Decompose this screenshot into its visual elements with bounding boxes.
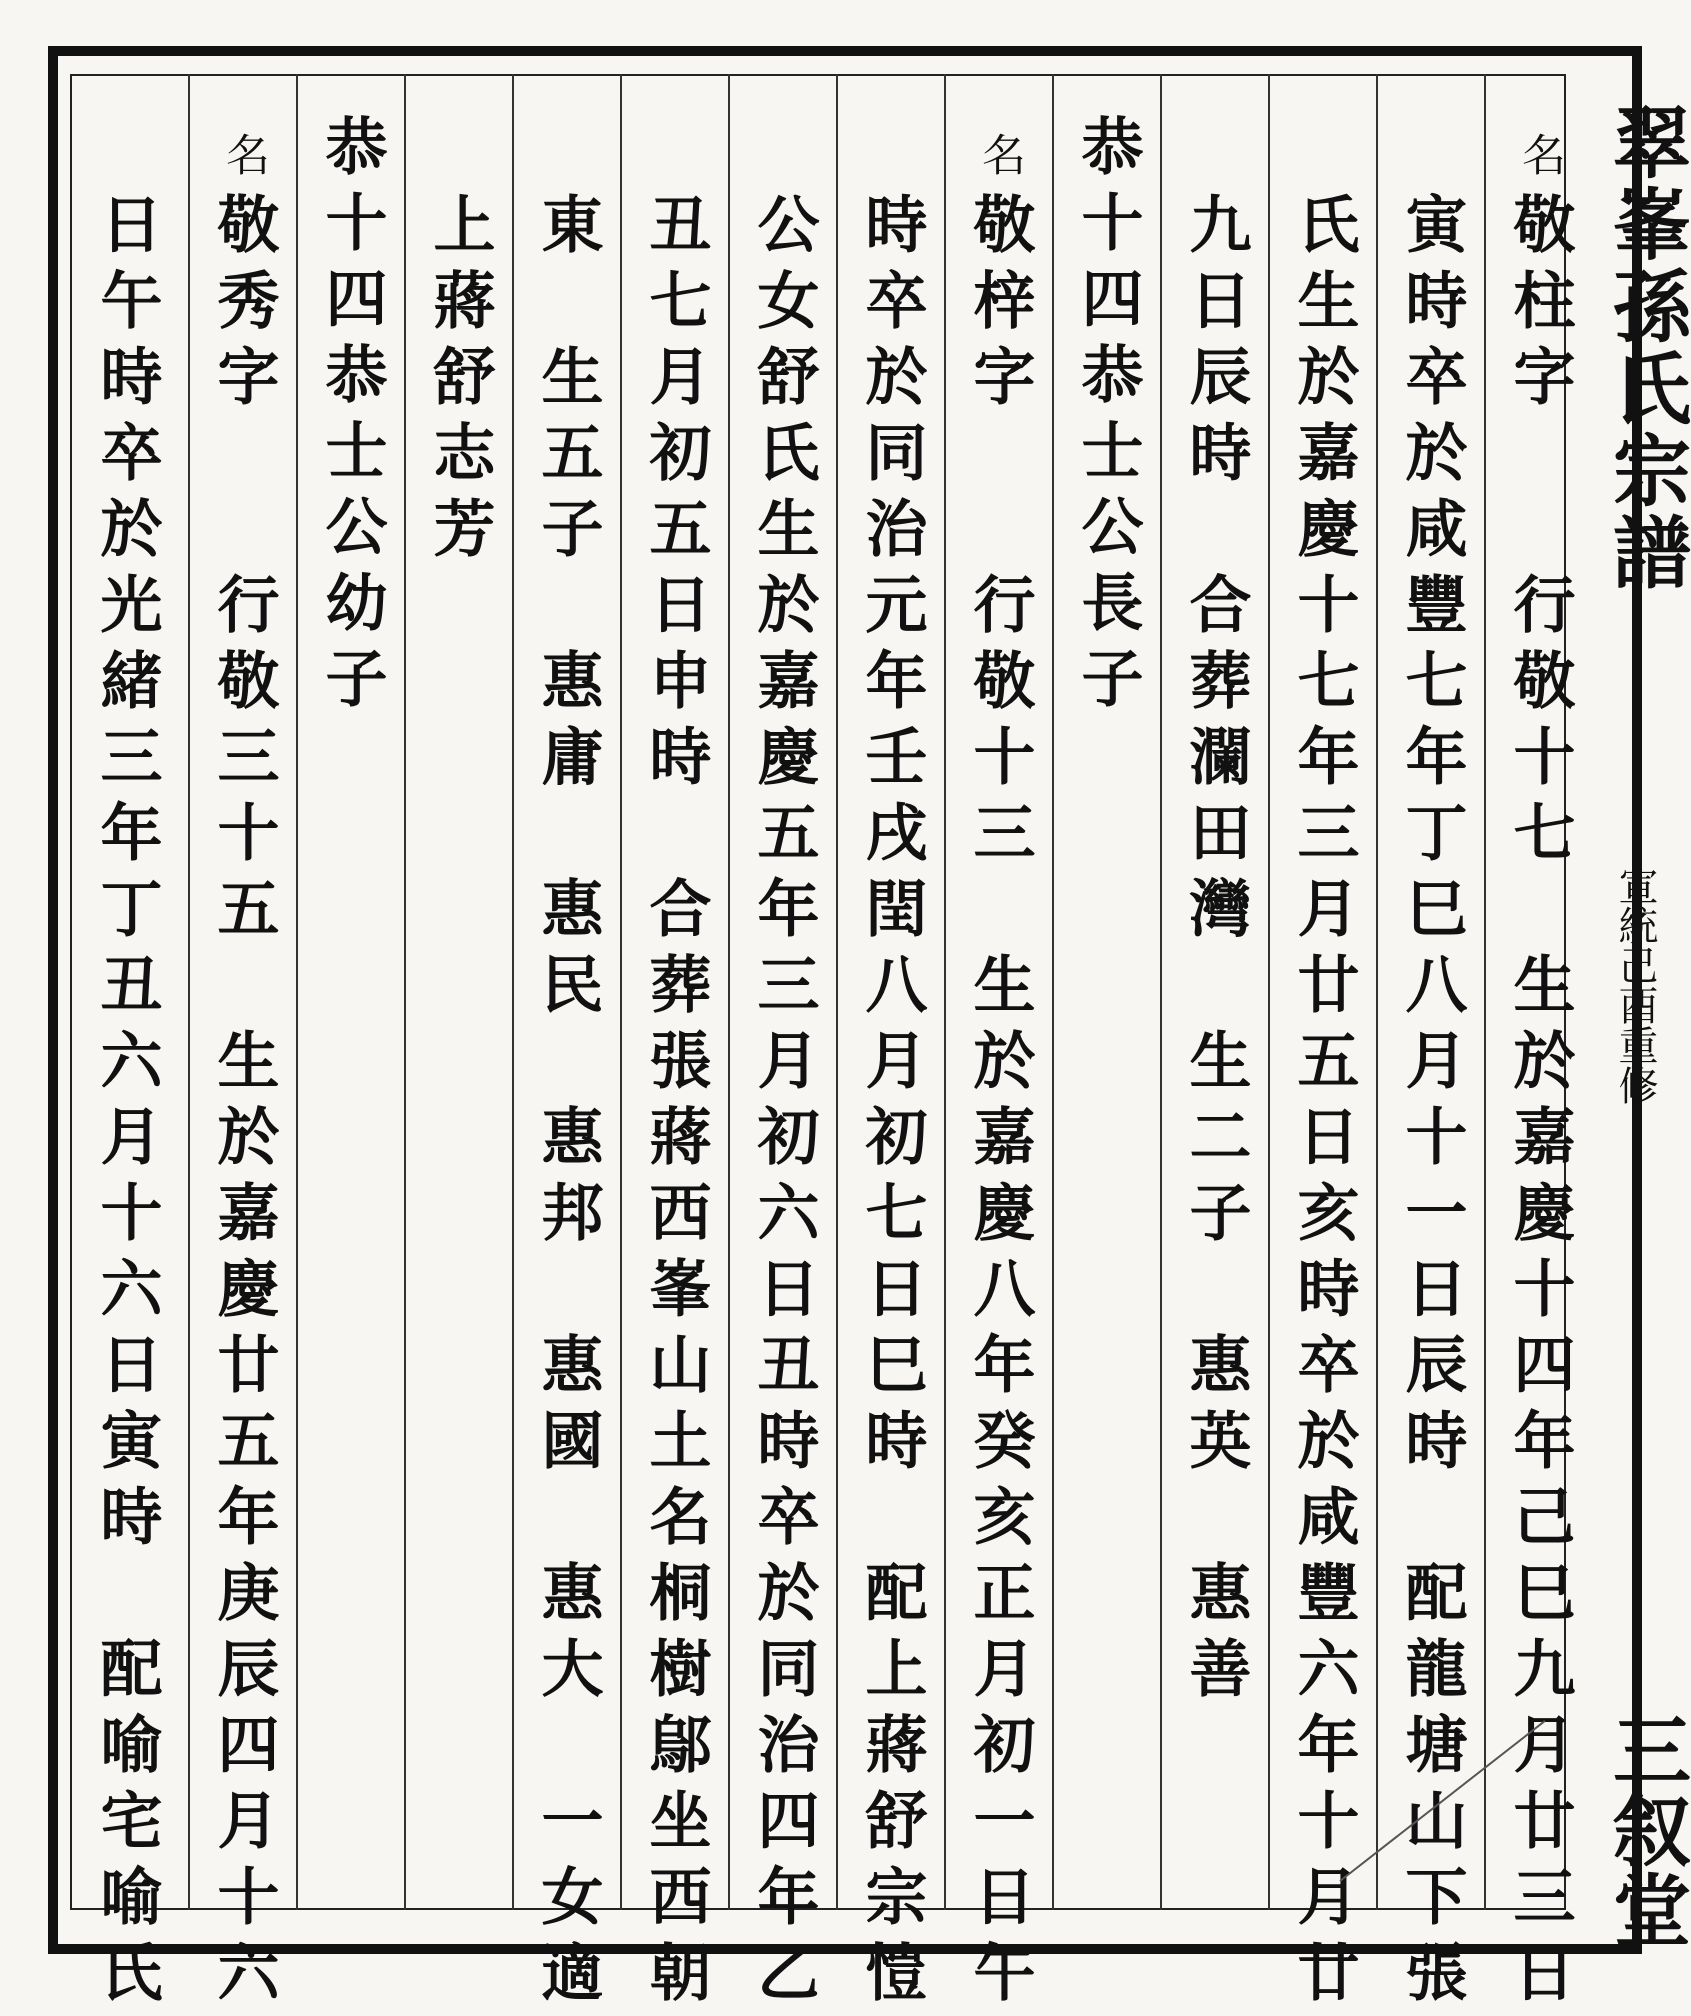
text-column-9 [620, 74, 728, 2016]
text-column-2 [1376, 74, 1484, 2016]
column-text: 敬梓字 行敬十三 生於嘉慶八年癸亥正月初一日午 [963, 192, 1036, 2016]
lineage-heading: 恭十四恭士公長子 [1071, 114, 1144, 722]
edition-note: 宣統己酉重修 [1612, 865, 1658, 1105]
book-title-strip [1600, 90, 1691, 1950]
name-label: 名 [1514, 132, 1565, 176]
name-label: 名 [218, 132, 269, 176]
text-column-14 [72, 74, 180, 2016]
text-column-8 [728, 74, 836, 2016]
text-column-5 [1052, 74, 1160, 1910]
name-label: 名 [974, 132, 1025, 176]
column-text: 日午時卒於光緒三年丁丑六月十六日寅時 配喻宅喻氏 [90, 192, 163, 2016]
text-column-13 [188, 74, 296, 2016]
lineage-heading: 恭十四恭士公幼子 [315, 114, 388, 722]
column-text: 丑七月初五日申時 合葬張蔣西峯山土名桐樹鄔坐西朝 [639, 192, 712, 2016]
text-column-12 [296, 74, 404, 1910]
text-column-3 [1268, 74, 1376, 2016]
column-text: 九日辰時 合葬瀾田灣 生二子 惠英 惠善 [1179, 192, 1252, 1712]
column-text: 上蔣舒志芳 [423, 192, 496, 572]
column-text: 敬秀字 行敬三十五 生於嘉慶廿五年庚辰四月十六 [207, 192, 280, 2016]
text-column-10 [512, 74, 620, 2016]
column-text: 公女舒氏生於嘉慶五年三月初六日丑時卒於同治四年乙 [747, 192, 820, 2016]
publisher-name: 三叙堂 [1600, 1710, 1691, 1950]
text-column-7 [836, 74, 944, 2016]
column-text: 時卒於同治元年壬戌閏八月初七日巳時 配上蔣舒宗愷 [855, 192, 928, 2016]
column-text: 東 生五子 惠庸 惠民 惠邦 惠國 惠大 一女適 [531, 192, 604, 2016]
column-text: 氏生於嘉慶十七年三月廿五日亥時卒於咸豐六年十月廿 [1287, 192, 1360, 2016]
column-text: 寅時卒於咸豐七年丁巳八月十一日辰時 配龍塘山下張 [1395, 192, 1468, 2016]
text-column-4 [1160, 74, 1268, 1910]
book-title: 翠峯孫氏宗譜 [1600, 102, 1691, 594]
text-column-11 [404, 74, 512, 1910]
text-column-6 [944, 74, 1052, 2016]
column-text: 敬柱字 行敬十七 生於嘉慶十四年己巳九月廿三日 [1503, 192, 1576, 2016]
text-column-1 [1484, 74, 1592, 2016]
